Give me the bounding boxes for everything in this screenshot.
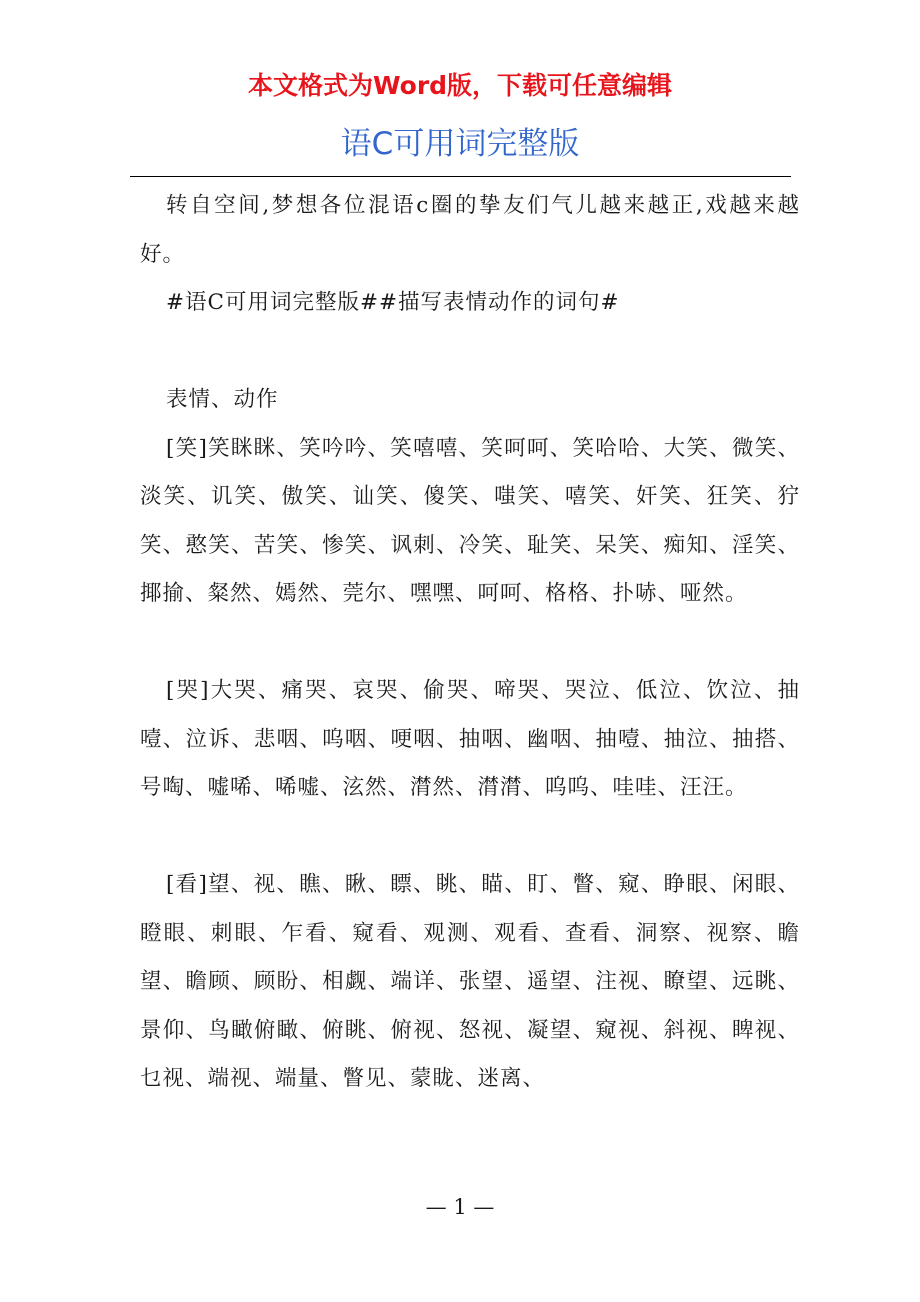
blank-line (140, 813, 800, 862)
download-banner: 本文格式为Word版，下载可任意编辑 (247, 71, 673, 100)
document-title: 语C可用词完整版 (340, 126, 580, 162)
laugh-paragraph: [笑]笑眯眯、笑吟吟、笑嘻嘻、笑呵呵、笑哈哈、大笑、微笑、淡笑、讥笑、傲笑、讪笑、傻笑、嗤笑、嘻笑、奸笑、狂笑、狞笑、憨笑、苦笑、惨笑、讽刺、冷笑、耻笑、呆笑、痴知、淫笑、揶揄、粲然、嫣然、莞尔、嘿嘿、呵呵、格格、扑哧、哑然。 (140, 435, 800, 606)
cry-paragraph: [哭]大哭、痛哭、哀哭、偷哭、啼哭、哭泣、低泣、饮泣、抽噎、泣诉、悲咽、呜咽、哽咽、抽咽、幽咽、抽噎、抽泣、抽搭、号啕、嘘唏、唏嘘、泫然、潸然、潸潸、呜呜、哇哇、汪汪。 (140, 678, 800, 800)
title-divider (130, 176, 791, 177)
blank-line (140, 619, 800, 668)
intro-paragraph: 转自空间,梦想各位混语c圈的挚友们气儿越来越正,戏越来越好。 (140, 193, 800, 267)
section-heading: 表情、动作 (166, 387, 279, 412)
page-number: — 1 — (425, 1195, 495, 1219)
look-paragraph: [看]望、视、瞧、瞅、瞟、眺、瞄、盯、瞥、窥、睁眼、闲眼、瞪眼、刺眼、乍看、窥看、观测、观看、查看、洞察、视察、瞻望、瞻顾、顾盼、相觑、端详、张望、遥望、注视、瞭望、远眺、景仰、鸟瞰俯瞰、俯眺、俯视、怒视、凝望、窥视、斜视、睥视、乜视、端视、端量、瞥见、蒙眬、迷离、 (140, 872, 800, 1091)
document-body (140, 182, 800, 1104)
tags-line: #语C可用词完整版##描写表情动作的词句# (166, 290, 620, 315)
blank-line (140, 328, 800, 377)
